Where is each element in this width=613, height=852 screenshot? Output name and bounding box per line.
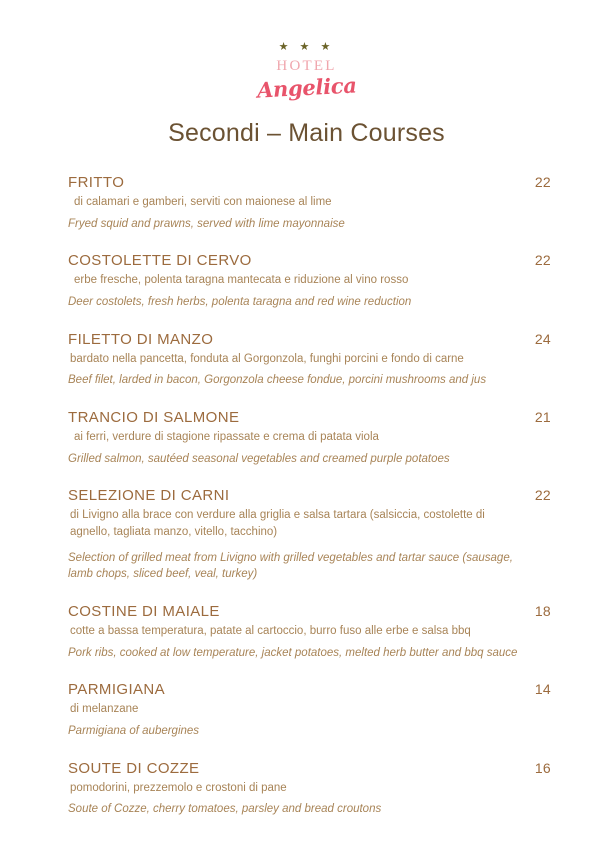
menu-item [68, 409, 551, 467]
dish-price: 22 [534, 174, 551, 190]
dish-name: FILETTO DI MANZO [68, 330, 214, 348]
dish-description-english: Soute of Cozze, cherry tomatoes, parsley and bread croutons [68, 803, 382, 816]
dish-description-english: Deer costolets, fresh herbs, polenta taragna and red wine reduction [68, 296, 412, 309]
dish-name: TRANCIO DI SALMONE [68, 409, 240, 427]
dish-price: 24 [534, 330, 551, 347]
logo-script-word: Angelica [256, 72, 357, 103]
menu-item [68, 760, 551, 818]
page-title: Secondi – Main Courses [168, 119, 445, 147]
dish-description-italian: di calamari e gamberi, serviti con maionese al lime [74, 196, 332, 208]
dish-description-english: Beef filet, larded in bacon, Gorgonzola cheese fondue, porcini mushrooms and jus [68, 374, 487, 387]
dish-name: SELEZIONE DI CARNI [68, 487, 230, 505]
menu-item-header [68, 603, 551, 620]
dish-name: COSTINE DI MAIALE [68, 603, 220, 621]
dish-description-italian: bardato nella pancetta, fonduta al Gorgonzola, funghi porcini e fondo di carne [70, 352, 464, 365]
dish-price: 22 [534, 487, 551, 504]
dish-description-english: Pork ribs, cooked at low temperature, jacket potatoes, melted herb butter and bbq sauce [68, 646, 518, 659]
dish-description-italian: di Livigno alla brace con verdure alla griglia e salsa tartara (salsiccia, costolette di agnello, tagliata manzo, vitello, tacchino) [70, 509, 485, 539]
menu-item-header [68, 487, 551, 504]
dish-price: 16 [534, 759, 551, 776]
dish-name: FRITTO [68, 174, 125, 191]
menu-item [68, 681, 551, 739]
dish-description-italian: cotte a bassa temperatura, patate al cartoccio, burro fuso alle erbe e salsa bbq [70, 625, 471, 638]
menu-item [68, 331, 551, 389]
three-stars-icon: ★ ★ ★ [278, 41, 335, 53]
dish-description-italian: pomodorini, prezzemolo e crostoni di pane [70, 781, 287, 794]
dish-price: 14 [534, 681, 551, 698]
dish-name: SOUTE DI COZZE [68, 759, 200, 777]
menu-item-header [68, 331, 551, 348]
dish-description-italian: erbe fresche, polenta taragna mantecata e riduzione al vino rosso [74, 274, 409, 287]
dish-price: 21 [534, 409, 551, 426]
dish-name: COSTOLETTE DI CERVO [68, 252, 252, 270]
menu-item [68, 603, 551, 661]
dish-price: 22 [534, 252, 551, 269]
dish-description-english: Fryed squid and prawns, served with lime mayonnaise [68, 217, 345, 230]
menu-list [0, 174, 613, 818]
menu-item-header [68, 409, 551, 426]
dish-description-english: Parmigiana of aubergines [68, 725, 200, 738]
dish-name: PARMIGIANA [68, 681, 166, 699]
hotel-logo [0, 0, 613, 103]
menu-item [68, 487, 551, 583]
menu-item-header [68, 760, 551, 777]
dish-price: 18 [534, 603, 551, 620]
menu-item-header [68, 252, 551, 269]
menu-item [68, 174, 551, 232]
logo-hotel-word: HOTEL [276, 58, 337, 74]
menu-item [68, 252, 551, 310]
menu-item-header [68, 681, 551, 698]
menu-item-header [68, 174, 551, 191]
dish-description-english: Grilled salmon, sautéed seasonal vegetables and creamed purple potatoes [68, 452, 450, 465]
dish-description-italian: ai ferri, verdure di stagione ripassate e crema di patata viola [74, 431, 379, 444]
dish-description-english: Selection of grilled meat from Livigno with grilled vegetables and tartar sauce (sausage, lamb chops, sliced beef, veal, turkey) [68, 551, 513, 581]
dish-description-italian: di melanzane [70, 703, 139, 716]
